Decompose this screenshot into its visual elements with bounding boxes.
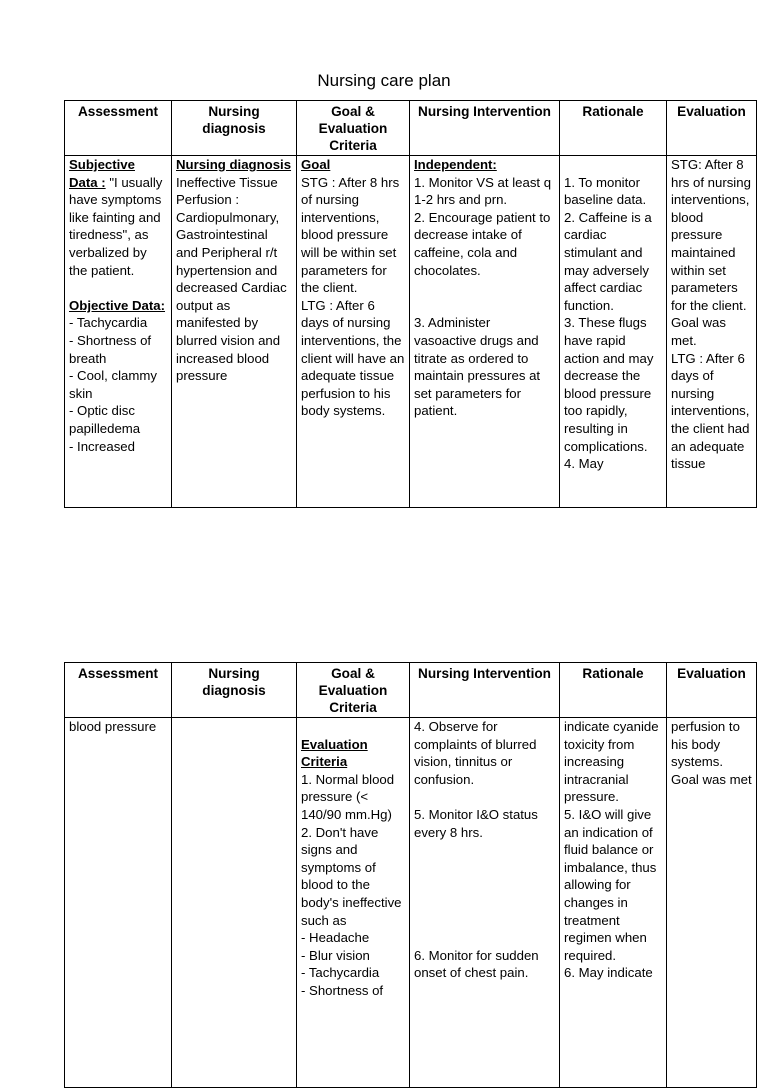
subjective-data-text: "I usually have symptoms like fainting and tiredness", as verbalized by the patient. [69,174,163,278]
header-evaluation: Evaluation [667,101,757,156]
rationale-cell [560,718,667,1088]
diagnosis-cell [172,718,297,1088]
header-rationale: Rationale [560,101,667,156]
intervention-text-b: 5. Monitor I&O status every 8 hrs. [414,806,538,840]
goal-label: Goal [301,157,331,172]
goal-cell [297,156,410,508]
assessment-cell [65,718,172,1088]
intervention-cell [410,156,560,508]
evaluation-cell [667,718,757,1088]
assessment-text: blood pressure [69,719,157,734]
rationale-cell [560,156,667,508]
header-nursing-diagnosis: Nursing diagnosis [172,101,297,156]
objective-data-label: Objective Data: [69,297,166,313]
header-assessment: Assessment [65,663,172,718]
objective-data-text: - Tachycardia - Shortness of breath - Cool, clammy skin - Optic disc papilledema - Increased [69,315,157,454]
header-assessment: Assessment [65,101,172,156]
table-row [65,156,757,508]
diagnosis-cell [172,156,297,508]
header-row [65,663,757,718]
rationale-text: indicate cyanide toxicity from increasing intracranial pressure. 5. I&O will give an indication of fluid balance or imbalance, thus allowing for changes in treatment regimen when required. 6. May indicate [564,719,659,981]
evaluation-text: perfusion to his body systems. Goal was met [671,719,752,787]
header-nursing-diagnosis: Nursing diagnosis [172,663,297,718]
table-row [65,718,757,1088]
care-plan-table-1 [64,100,757,508]
page-title: Nursing care plan [317,71,451,90]
intervention-text-b: 3. Administer vasoactive drugs and titrate as ordered to maintain pressures at set parameters for patient. [414,315,541,419]
independent-label: Independent: [414,157,497,172]
goal-text: STG : After 8 hrs of nursing interventions, blood pressure will be within set parameters for the client. LTG : After 6 days of nursing interventions, the client will have an adequate tissue perfusion to his body systems. [301,174,405,419]
intervention-text-c: 6. Monitor for sudden onset of chest pain. [414,947,539,981]
evaluation-text: STG: After 8 hrs of nursing interventions, blood pressure maintained within set parameters for the client. Goal was met. LTG : After 6 days of nursing interventions, the client had an adequate tissue [671,157,751,472]
evaluation-criteria-label: Evaluation Criteria [301,736,368,770]
intervention-text-a: 1. Monitor VS at least q 1-2 hrs and prn. 2. Encourage patient to decrease intake of caffeine, cola and chocolates. [414,174,552,278]
subjective-data-label: Subjective Data : [69,157,135,190]
header-goal: Goal & Evaluation Criteria [297,663,410,718]
assessment-cell [65,156,172,508]
diagnosis-label: Nursing diagnosis [176,157,292,172]
goal-cell [297,718,410,1088]
header-row [65,101,757,156]
care-plan-table-2 [64,662,757,1088]
intervention-cell [410,718,560,1088]
diagnosis-text: Ineffective Tissue Perfusion : Cardiopulmonary, Gastrointestinal and Peripheral r/t hypertension and decreased Cardiac output as manifested by blurred vision and increased blood pressure [176,174,287,384]
header-evaluation: Evaluation [667,663,757,718]
header-intervention: Nursing Intervention [410,101,560,156]
evaluation-criteria-text: 1. Normal blood pressure (< 140/90 mm.Hg) 2. Don't have signs and symptoms of blood to the body's ineffective such as - Headache - Blur vision - Tachycardia - Shortness of [301,771,402,998]
header-rationale: Rationale [560,663,667,718]
intervention-text-a: 4. Observe for complaints of blurred vision, tinnitus or confusion. [414,719,537,787]
evaluation-cell [667,156,757,508]
header-goal: Goal & Evaluation Criteria [297,101,410,156]
rationale-text: 1. To monitor baseline data. 2. Caffeine is a cardiac stimulant and may adversely affect cardiac function. 3. These flugs have rapid action and may decrease the blood pressure too rapidly, resulting in complications. 4. May [564,174,654,472]
header-intervention: Nursing Intervention [410,663,560,718]
